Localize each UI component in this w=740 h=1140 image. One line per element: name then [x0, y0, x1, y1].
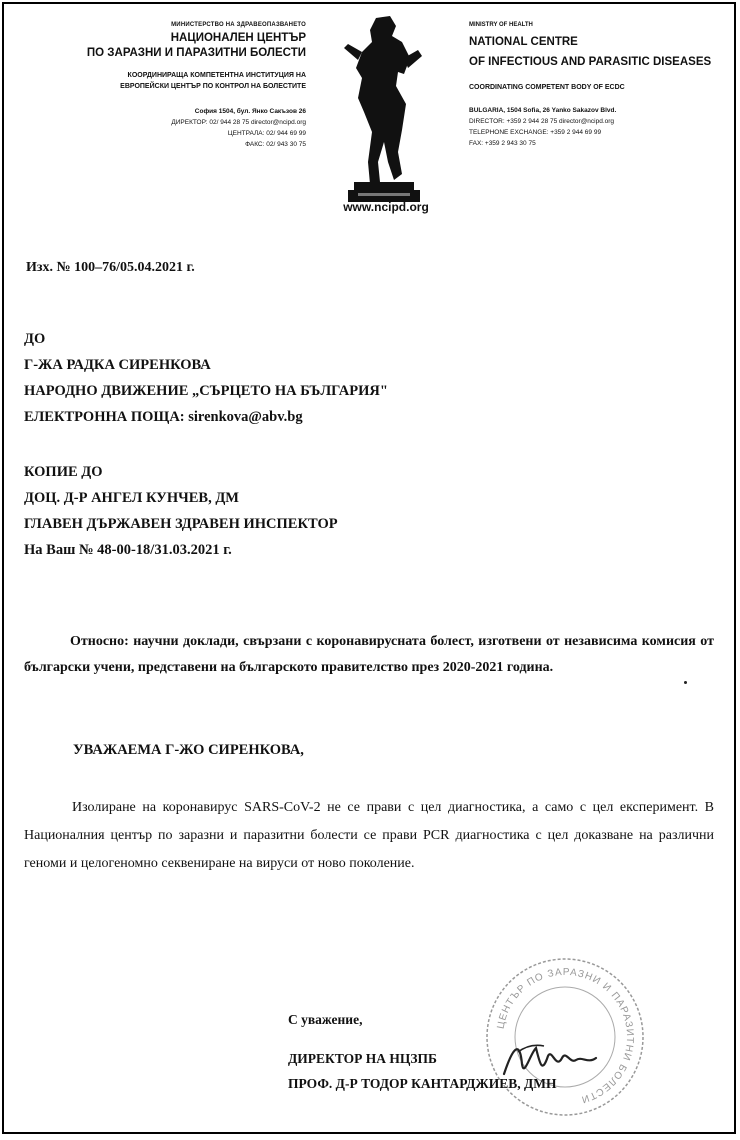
handwritten-signature	[500, 1034, 600, 1084]
header-bg	[24, 22, 306, 150]
header-bg-director: ДИРЕКТОР: 02/ 944 28 75 director@ncipd.org	[171, 119, 306, 126]
outgoing-reference: Изх. № 100–76/05.04.2021 г.	[26, 260, 195, 275]
header-bg-fax: ФАКС: 02/ 943 30 75	[245, 141, 306, 148]
your-reference: На Ваш № 48-00-18/31.03.2021 г.	[24, 542, 232, 558]
header-en-org-line1: NATIONAL CENTRE	[469, 36, 578, 48]
header-en-address: BULGARIA, 1504 Sofia, 26 Yanko Sakazov Blvd.	[469, 107, 617, 114]
header-bg-coord-line1: КООРДИНИРАЩА КОМПЕТЕНТНА ИНСТИТУЦИЯ НА	[127, 72, 306, 79]
header-bg-ministry: МИНИСТЕРСТВО НА ЗДРАВЕОПАЗВАНЕТО	[171, 22, 306, 28]
letter-page	[2, 2, 736, 1134]
header-en-org-line2: OF INFECTIOUS AND PARASITIC DISEASES	[469, 56, 712, 68]
addressee-block	[24, 326, 388, 430]
addressee-name: Г-ЖА РАДКА СИРЕНКОВА	[24, 357, 211, 373]
addressee-email: ЕЛЕКТРОННА ПОЩА: sirenkova@abv.bg	[24, 409, 303, 425]
header-en-director: DIRECTOR: +359 2 944 28 75 director@ncipd.org	[469, 118, 615, 125]
copy-to-label: КОПИЕ ДО	[24, 464, 103, 480]
signatory-position: ДИРЕКТОР НА НЦЗПБ	[288, 1051, 437, 1066]
subject-paragraph: Относно: научни доклади, свързани с коронавирусната болест, изготвени от независима комисия от български учени, представени на българското правителство през 2020-2021 година.	[24, 634, 714, 675]
addressee-to: ДО	[24, 331, 46, 347]
salutation: УВАЖАЕМА Г-ЖО СИРЕНКОВА,	[73, 742, 304, 758]
header-en-fax: FAX: +359 2 943 30 75	[469, 140, 536, 147]
copy-to-block	[24, 459, 338, 563]
signatory-name: ПРОФ. Д-Р ТОДОР КАНТАРДЖИЕВ, ДМН	[288, 1076, 557, 1091]
header-bg-exchange: ЦЕНТРАЛА: 02/ 944 69 99	[227, 130, 306, 137]
header-bg-org-line2: ПО ЗАРАЗНИ И ПАРАЗИТНИ БОЛЕСТИ	[86, 47, 306, 59]
header-bg-org-line1: НАЦИОНАЛЕН ЦЕНТЪР	[170, 32, 306, 44]
closing: С уважение,	[288, 1012, 363, 1027]
stray-mark	[684, 681, 687, 684]
body-paragraph: Изолиране на коронавирус SARS-CoV-2 не се прави с цел диагностика, а само с цел експеримент. В Националния център по заразни и паразитни болести се прави PCR диагностика с цел доказване на различни геноми и целогеномно секвениране на вируси от ново поколение.	[24, 800, 714, 871]
header-en-exchange: TELEPHONE EXCHANGE: +359 2 944 69 99	[469, 129, 602, 136]
ncipd-statue-logo	[318, 12, 448, 212]
svg-text:ЦЕНТЪР ПО ЗАРАЗНИ И ПАРАЗИТНИ: ЦЕНТЪР ПО ЗАРАЗНИ И ПАРАЗИТНИ БОЛЕСТИ	[495, 966, 636, 1105]
header-bg-address: София 1504, бул. Янко Сакъзов 26	[194, 108, 306, 115]
header-en-coord: COORDINATING COMPETENT BODY OF ECDC	[469, 84, 625, 91]
copy-to-name: ДОЦ. Д-Р АНГЕЛ КУНЧЕВ, ДМ	[24, 490, 239, 506]
header-en	[469, 22, 729, 149]
copy-to-title: ГЛАВЕН ДЪРЖАВЕН ЗДРАВЕН ИНСПЕКТОР	[24, 516, 338, 532]
header-bg-coord-line2: ЕВРОПЕЙСКИ ЦЕНТЪР ПО КОНТРОЛ НА БОЛЕСТИТЕ	[120, 83, 306, 90]
addressee-organization: НАРОДНО ДВИЖЕНИЕ „СЪРЦЕТО НА БЪЛГАРИЯ"	[24, 383, 388, 399]
website-link[interactable]: www.ncipd.org	[343, 200, 429, 214]
header-en-ministry: MINISTRY OF HEALTH	[469, 22, 533, 28]
